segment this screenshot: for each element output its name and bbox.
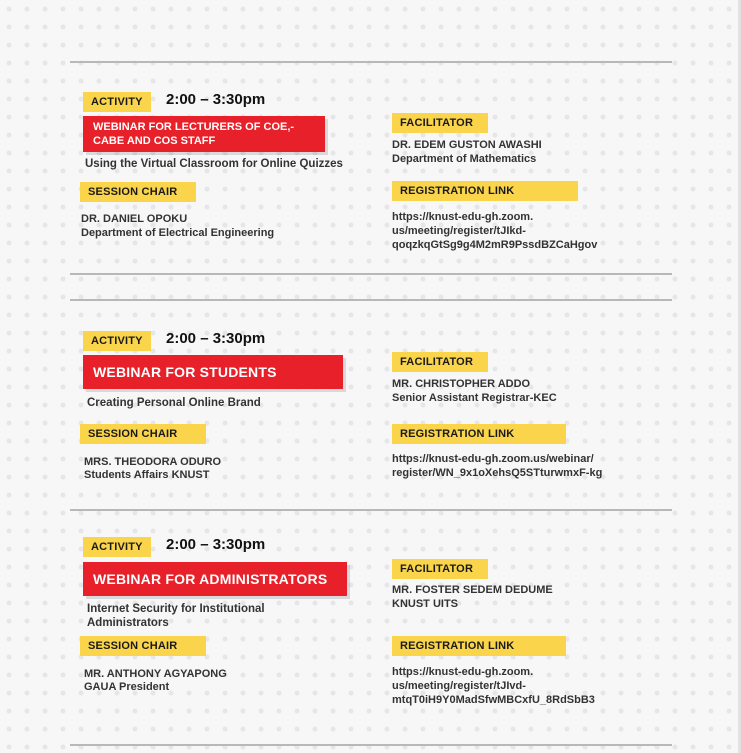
- chair-name: MRS. THEODORA ODURO: [84, 456, 222, 468]
- facilitator-tag: FACILITATOR: [392, 352, 488, 372]
- registration-link-tag: REGISTRATION LINK: [392, 181, 578, 201]
- divider-bottom: [70, 744, 672, 746]
- facilitator-name: DR. EDEM GUSTON AWASHI: [392, 139, 542, 151]
- facilitator-name: MR. FOSTER SEDEM DEDUME: [392, 584, 553, 596]
- session-description: Creating Personal Online Brand: [87, 397, 261, 409]
- session-description-line: Administrators: [87, 617, 169, 629]
- session-title-box: [83, 562, 347, 596]
- session-title-line: CABE AND COS STAFF: [93, 135, 216, 147]
- facilitator-name: MR. CHRISTOPHER ADDO: [392, 378, 531, 390]
- chair-name: DR. DANIEL OPOKU: [81, 213, 188, 225]
- session-title-line: WEBINAR FOR STUDENTS: [93, 364, 277, 380]
- activity-tag: ACTIVITY: [83, 537, 151, 557]
- registration-link-line: https://knust-edu-gh.zoom.: [392, 211, 534, 223]
- session-chair-tag: SESSION CHAIR: [80, 636, 206, 656]
- registration-link-line: https://knust-edu-gh.zoom.: [392, 666, 534, 678]
- registration-link-line: https://knust-edu-gh.zoom.us/webinar/: [392, 453, 594, 465]
- chair-dept: Students Affairs KNUST: [84, 469, 210, 481]
- registration-link-line: us/meeting/register/tJIkd-: [392, 225, 526, 237]
- facilitator-dept: Senior Assistant Registrar-KEC: [392, 392, 557, 404]
- registration-link-line: register/WN_9x1oXehsQ5STturwmxF-kg: [392, 467, 603, 479]
- registration-link-line: mtqT0iH9Y0MadSfwMBCxfU_8RdSbB3: [392, 694, 595, 706]
- divider-1b: [70, 299, 672, 301]
- divider-2: [70, 509, 672, 511]
- facilitator-dept: Department of Mathematics: [392, 153, 537, 165]
- registration-link[interactable]: [392, 665, 595, 707]
- activity-time: 2:00 – 3:30pm: [166, 330, 266, 347]
- activity-tag: ACTIVITY: [83, 331, 151, 351]
- chair-dept: Department of Electrical Engineering: [81, 227, 275, 239]
- chair-dept: GAUA President: [84, 681, 170, 693]
- session-title-box: [83, 116, 325, 152]
- facilitator-tag: FACILITATOR: [392, 113, 488, 133]
- activity-time: 2:00 – 3:30pm: [166, 91, 266, 108]
- registration-link-tag: REGISTRATION LINK: [392, 636, 566, 656]
- registration-link-line: us/meeting/register/tJIvd-: [392, 680, 526, 692]
- facilitator-tag: FACILITATOR: [392, 559, 488, 579]
- session-title-line: WEBINAR FOR LECTURERS OF COE,-: [93, 121, 295, 133]
- session-chair-tag: SESSION CHAIR: [80, 182, 196, 202]
- facilitator-dept: KNUST UITS: [392, 598, 458, 610]
- chair-name: MR. ANTHONY AGYAPONG: [84, 668, 227, 680]
- divider-1a: [70, 273, 672, 275]
- session-title-box: [83, 355, 343, 389]
- activity-tag: ACTIVITY: [83, 92, 151, 112]
- session-description: Using the Virtual Classroom for Online Quizzes: [85, 158, 343, 170]
- divider-top: [70, 61, 672, 63]
- registration-link-line: qoqzkqGtSg9g4M2mR9PssdBZCaHgov: [392, 239, 598, 251]
- activity-time: 2:00 – 3:30pm: [166, 536, 266, 553]
- registration-link[interactable]: [392, 452, 602, 480]
- registration-link[interactable]: [392, 210, 597, 252]
- session-title-line: WEBINAR FOR ADMINISTRATORS: [93, 571, 328, 587]
- session-description-line: Internet Security for Institutional: [87, 603, 265, 615]
- registration-link-tag: REGISTRATION LINK: [392, 424, 566, 444]
- session-description: [87, 602, 265, 630]
- session-chair-tag: SESSION CHAIR: [80, 424, 206, 444]
